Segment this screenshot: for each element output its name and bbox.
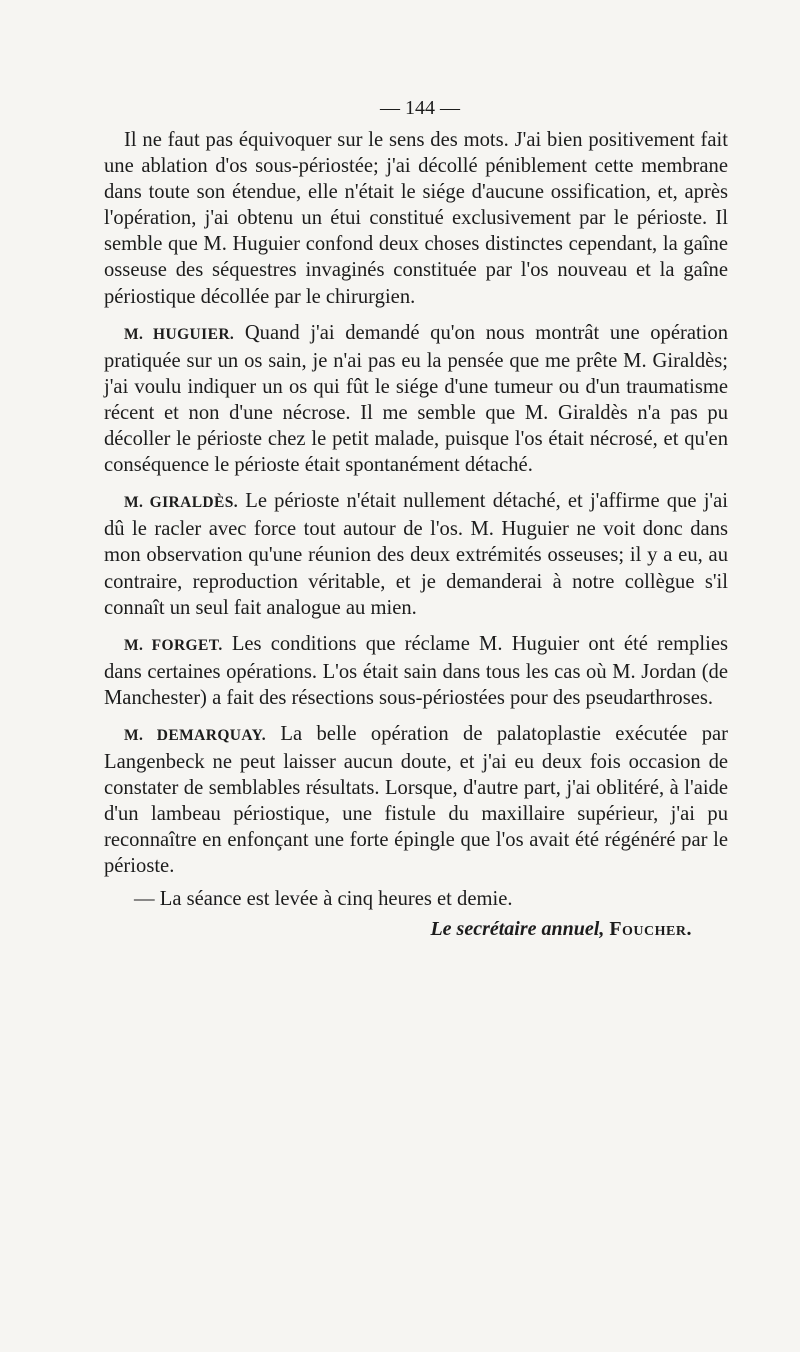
paragraph-text: Le périoste n'était nullement détaché, et j'affirme que j'ai dû le racler avec force tout autour de l'os. M. Huguier ne voit donc dans mon observation qu'une réunion des deux extrémités osseuses; il y a eu, au contraire, reproduction véritable, et je demanderai à notre collègue s'il connaît un seul fait analogue au mien. [104, 490, 728, 619]
session-closing: — La séance est levée à cinq heures et demie. [134, 887, 513, 910]
paragraph-text: Les conditions que réclame M. Huguier ont été remplies dans certaines opérations. L'os était sain dans tous les cas où M. Jordan (de Manchester) a fait des résections sous-périostées pour des pseudarthroses. [104, 632, 728, 709]
paragraph-giraldes [104, 488, 728, 620]
paragraph-text: Quand j'ai demandé qu'on nous montrât une opération pratiquée sur un os sain, je n'ai pas eu la pensée que me prête M. Giraldès; j'ai voulu indiquer un os qui fût le siége d'une tumeur ou d'un traumatisme récent et non d'une nécrose. Il me semble que M. Giraldès n'a pas pu décoller le périoste chez le petit malade, puisque l'os était nécrosé, et qu'en conséquence le périoste était spontanément détaché. [104, 321, 728, 477]
speaker-name: M. DEMARQUAY. [124, 726, 267, 744]
paragraph-text: La belle opération de palatoplastie exécutée par Langenbeck ne peut laisser aucun doute, et j'ai eu deux fois occasion de constater de semblables résultats. Lorsque, d'autre part, j'ai oblitéré, à l'aide d'un lambeau périostique, une fistule du maxillaire supérieur, j'ai pu reconnaître en enfonçant une forte épingle que l'os avait été régénéré par le périoste. [104, 722, 728, 878]
paragraph-huguier [104, 320, 728, 479]
signature-title: Le secrétaire annuel, [430, 917, 605, 940]
speaker-name: M. FORGET. [124, 636, 223, 654]
signature [104, 916, 728, 942]
paragraph-demarquay [104, 721, 728, 880]
speaker-name: M. HUGUIER. [124, 325, 235, 343]
paragraph-giraldes-opening [104, 127, 728, 310]
paragraph-text: Il ne faut pas équivoquer sur le sens des mots. J'ai bien positivement fait une ablation d'os sous-périostée; j'ai décollé péniblement cette membrane dans toute son étendue, elle n'était le siége d'aucune ossification, et, après l'opération, j'ai obtenu un étui constitué exclusivement par le périoste. Il semble que M. Huguier confond deux choses distinctes cependant, la gaîne osseuse des séquestres invaginés constituée par l'os nouveau et la gaîne périostique décollée par le chirurgien. [104, 129, 728, 308]
speaker-name: M. GIRALDÈS. [124, 494, 239, 512]
signature-name: Foucher. [609, 917, 692, 940]
page-content [104, 95, 728, 942]
paragraph-forget [104, 631, 728, 711]
page-number: — 144 — [380, 97, 460, 119]
